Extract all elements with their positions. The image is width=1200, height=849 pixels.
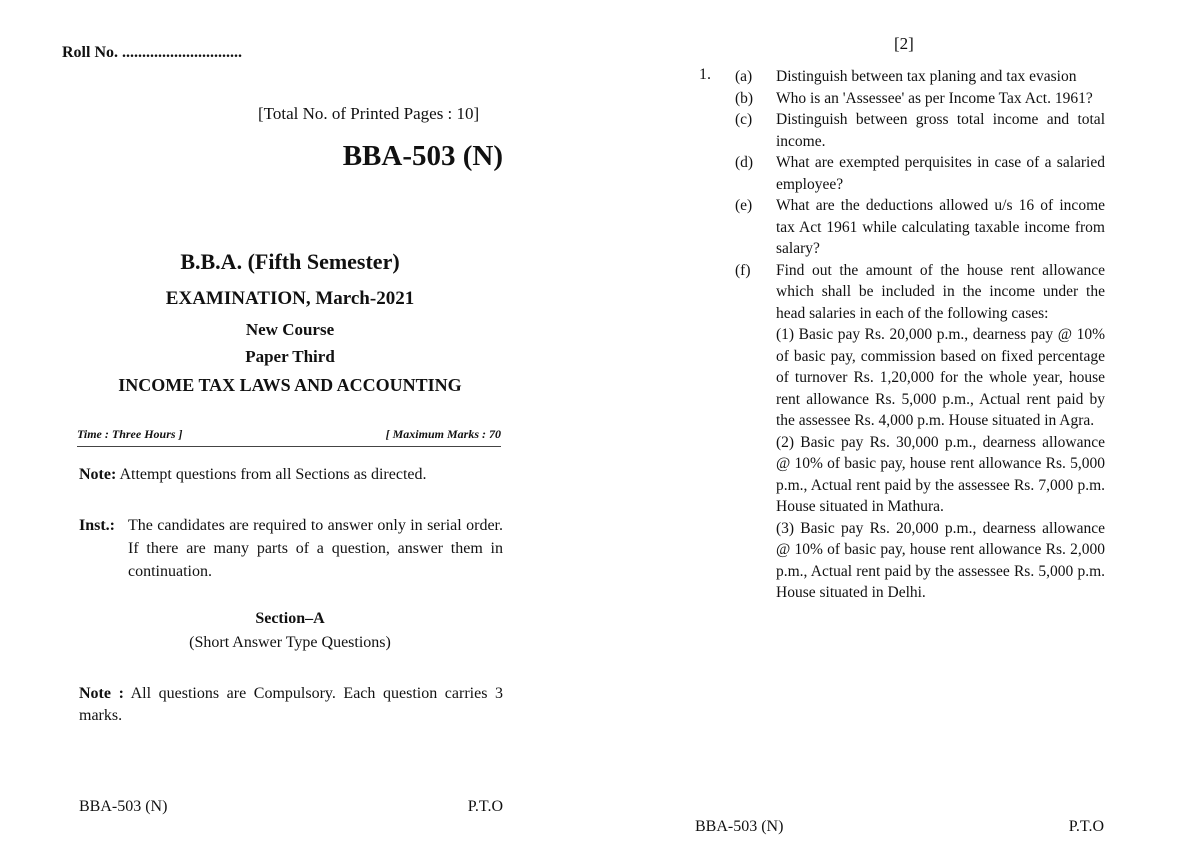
- subject-title: INCOME TAX LAWS AND ACCOUNTING: [118, 375, 462, 395]
- question-list: [735, 66, 1105, 604]
- note-text: Attempt questions from all Sections as directed.: [119, 466, 427, 483]
- page-number: [2]: [894, 34, 914, 53]
- question-item: [735, 260, 1105, 325]
- question-item: [735, 66, 1105, 88]
- question-text: What are the deductions allowed u/s 16 of income tax Act 1961 while calculating taxable income from salary?: [776, 197, 1105, 257]
- question-item: [735, 88, 1105, 110]
- inst-text: The candidates are required to answer only in serial order. If there are many parts of a question, answer them in continuation.: [128, 517, 503, 580]
- question-text: What are exempted perquisites in case of a salaried employee?: [776, 154, 1105, 193]
- question-text: Distinguish between gross total income and total income.: [776, 111, 1105, 150]
- question-label: (d): [735, 154, 754, 171]
- inst-label: Inst.:: [79, 517, 116, 534]
- total-pages-note: [Total No. of Printed Pages : 10]: [258, 104, 480, 123]
- note2-text: All questions are Compulsory. Each question carries 3 marks.: [79, 685, 504, 724]
- question-text: Distinguish between tax planing and tax evasion: [776, 68, 1077, 85]
- question-number: 1.: [699, 66, 711, 83]
- paper-code-heading: BBA-503 (N): [342, 140, 503, 172]
- section-title: Section–A: [255, 610, 325, 627]
- time-allowed: Time : Three Hours ]: [77, 427, 183, 441]
- question-label: (e): [735, 197, 753, 214]
- footer-paper-code-right: BBA-503 (N): [695, 818, 784, 835]
- question-label: (f): [735, 261, 751, 279]
- question-label: (c): [735, 111, 753, 128]
- case-item: (2) Basic pay Rs. 30,000 p.m., dearness allowance @ 10% of basic pay, house rent allowance Rs. 5,000 p.m., Actual rent paid by the assessee Rs. 7,000 p.m. House situated in Mathura.: [776, 433, 1105, 515]
- degree-title: B.B.A. (Fifth Semester): [180, 249, 400, 274]
- question-text: Who is an 'Assessee' as per Income Tax Act. 1961?: [776, 89, 1093, 107]
- question-label: (a): [735, 68, 753, 85]
- question-item: [735, 152, 1105, 195]
- course-title: New Course: [245, 320, 335, 339]
- case-item: (3) Basic pay Rs. 20,000 p.m., dearness allowance @ 10% of basic pay, house rent allowance Rs. 2,000 p.m., Actual rent paid by the assessee Rs. 5,000 p.m. House situated in Delhi.: [776, 519, 1105, 601]
- maximum-marks: [ Maximum Marks : 70: [385, 427, 501, 441]
- section-note: [79, 683, 503, 727]
- footer-pto-right: P.T.O: [1068, 818, 1104, 835]
- general-note: [79, 466, 426, 484]
- section-subtitle: (Short Answer Type Questions): [189, 634, 391, 651]
- examination-title: EXAMINATION, March-2021: [165, 288, 415, 309]
- header-divider: [77, 446, 501, 447]
- question-item: [735, 109, 1105, 152]
- paper-title: Paper Third: [245, 347, 335, 366]
- note-label: Note:: [79, 466, 117, 483]
- footer-paper-code: BBA-503 (N): [79, 798, 168, 815]
- roll-number-field: Roll No. ..............................: [62, 44, 242, 61]
- case-item: (1) Basic pay Rs. 20,000 p.m., dearness pay @ 10% of basic pay, commission based on fixed percentage of turnover Rs. 1,20,000 for the whole year, house rent allowance Rs. 5,000 p.m., Actual rent paid by the assessee Rs. 4,000 p.m. House situated in Agra.: [776, 326, 1105, 429]
- question-item: [735, 195, 1105, 260]
- note2-label: Note :: [79, 685, 124, 702]
- question-label: (b): [735, 89, 754, 107]
- question-text: Find out the amount of the house rent allowance which shall be included in the income under the head salaries in each of the following cases:: [776, 261, 1105, 322]
- footer-pto: P.T.O: [467, 798, 503, 815]
- instructions: [79, 514, 503, 583]
